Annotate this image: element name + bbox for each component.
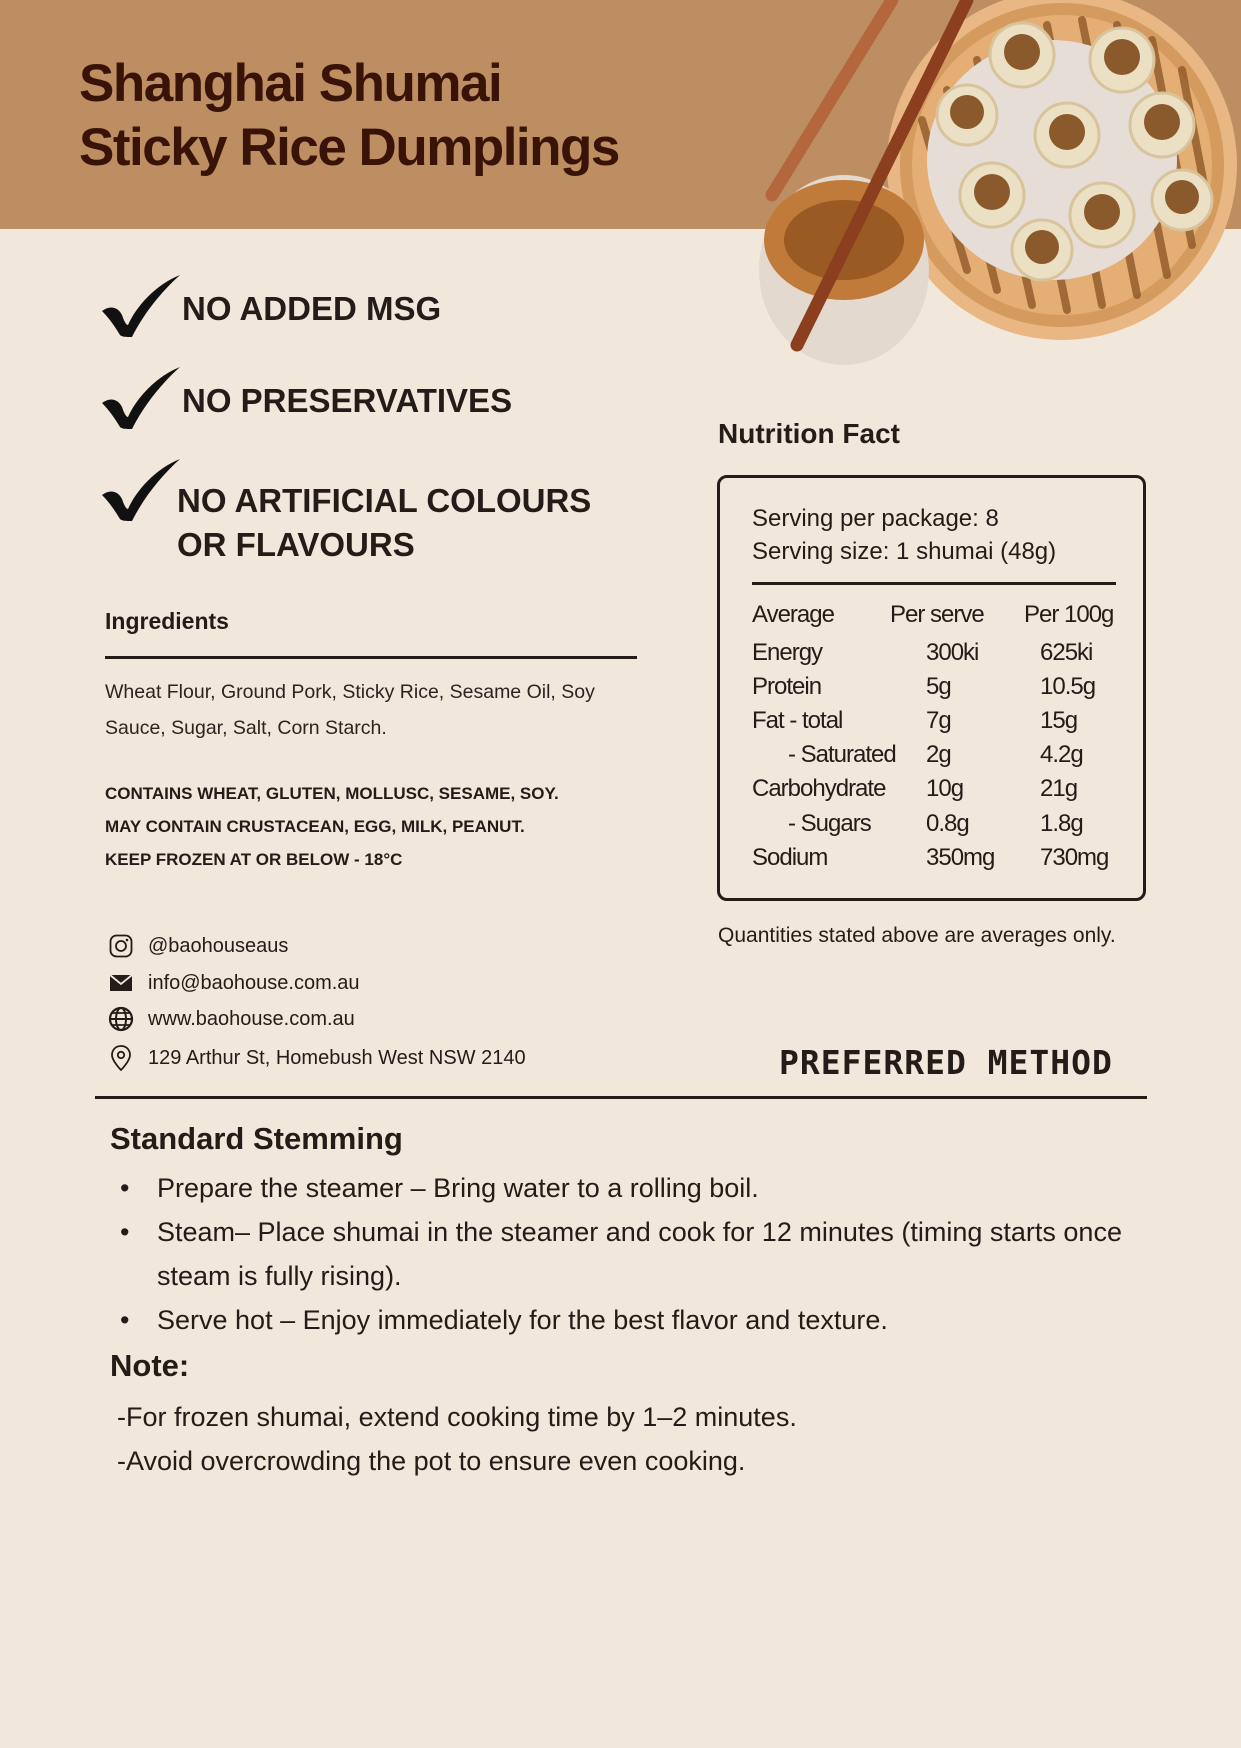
contact-instagram[interactable] <box>108 933 288 959</box>
method-step: • Prepare the steamer – Bring water to a rolling boil. <box>110 1166 1140 1210</box>
claim-no-added-msg <box>100 273 441 339</box>
per-serve-value: 0.8g <box>926 810 969 837</box>
nutrition-row <box>752 673 1132 707</box>
nutrient-name: Sodium <box>752 844 828 871</box>
check-icon <box>100 273 182 339</box>
serving-size: Serving size: 1 shumai (48g) <box>752 538 1057 565</box>
contact-website[interactable] <box>108 1006 355 1032</box>
nutrient-name: Energy <box>752 639 823 666</box>
method-steps <box>110 1166 1140 1342</box>
preferred-method-label: PREFERRED METHOD <box>779 1043 1113 1082</box>
per-serve-value: 7g <box>926 707 951 734</box>
nutrition-row <box>752 639 1132 673</box>
column-header: Average <box>752 601 834 628</box>
instagram-handle[interactable]: @baohouseaus <box>148 934 289 957</box>
warning-line: MAY CONTAIN CRUSTACEAN, EGG, MILK, PEANUT. <box>105 817 525 836</box>
nutrient-name: Fat - total <box>752 707 843 734</box>
warning-line: KEEP FROZEN AT OR BELOW - 18°C <box>105 850 403 869</box>
per-serve-value: 350mg <box>926 844 995 871</box>
ingredients-text: Wheat Flour, Ground Pork, Sticky Rice, Sesame Oil, Soy Sauce, Sugar, Salt, Corn Starch. <box>105 681 595 739</box>
claim-no-artificial <box>100 457 591 567</box>
divider <box>105 656 637 659</box>
per-serve-value: 10g <box>926 775 964 802</box>
nutrient-name: Carbohydrate <box>752 775 886 802</box>
product-title <box>79 52 619 180</box>
nutrition-header-row <box>752 601 1132 635</box>
check-icon <box>100 457 182 523</box>
website-url[interactable]: www.baohouse.com.au <box>148 1007 355 1030</box>
claim-text: NO PRESERVATIVES <box>182 382 513 419</box>
per-100g-value: 15g <box>1040 707 1078 734</box>
per-serve-value: 300ki <box>926 639 979 666</box>
serving-per-package: Serving per package: 8 <box>752 505 999 532</box>
per-100g-value: 1.8g <box>1040 810 1083 837</box>
check-icon <box>100 365 182 431</box>
serving-info <box>752 502 1056 568</box>
note-line: -Avoid overcrowding the pot to ensure even cooking. <box>117 1446 746 1476</box>
contact-email[interactable] <box>108 970 360 996</box>
instagram-icon <box>108 933 134 959</box>
notes <box>117 1395 797 1483</box>
nutrient-name: - Sugars <box>788 810 871 837</box>
per-100g-value: 4.2g <box>1040 741 1083 768</box>
method-heading: Standard Stemming <box>110 1121 403 1156</box>
per-100g-value: 21g <box>1040 775 1078 802</box>
note-line: -For frozen shumai, extend cooking time by 1–2 minutes. <box>117 1402 797 1432</box>
divider <box>752 582 1116 585</box>
column-header: Per 100g <box>1024 601 1114 628</box>
claim-text-line2: OR FLAVOURS <box>177 526 415 563</box>
note-heading: Note: <box>110 1348 190 1383</box>
nutrition-panel <box>717 475 1146 901</box>
ingredients-heading: Ingredients <box>105 608 229 634</box>
warning-line: CONTAINS WHEAT, GLUTEN, MOLLUSC, SESAME, SOY. <box>105 784 559 803</box>
nutrition-row <box>752 707 1132 741</box>
per-100g-value: 10.5g <box>1040 673 1096 700</box>
claim-no-preservatives <box>100 365 512 431</box>
email-address[interactable]: info@baohouse.com.au <box>148 971 360 994</box>
title-line-1: Shanghai Shumai <box>79 54 502 113</box>
nutrition-row <box>752 810 1132 844</box>
address-text: 129 Arthur St, Homebush West NSW 2140 <box>148 1046 526 1069</box>
nutrition-row <box>752 844 1132 878</box>
nutrition-row <box>752 775 1132 809</box>
claim-text: NO ADDED MSG <box>182 290 442 327</box>
nutrition-heading: Nutrition Fact <box>718 418 900 449</box>
per-serve-value: 5g <box>926 673 951 700</box>
divider <box>95 1096 1147 1099</box>
per-serve-value: 2g <box>926 741 951 768</box>
allergen-warnings <box>105 777 559 876</box>
shumai-steamer-image <box>752 0 1241 375</box>
nutrition-footnote: Quantities stated above are averages only. <box>718 924 1116 947</box>
contact-address <box>108 1045 526 1071</box>
column-header: Per serve <box>890 601 984 628</box>
method-step: • Steam– Place shumai in the steamer and cook for 12 minutes (timing starts once steam is fully rising). <box>110 1210 1140 1298</box>
globe-icon <box>108 1006 134 1032</box>
method-step: • Serve hot – Enjoy immediately for the best flavor and texture. <box>110 1298 1140 1342</box>
per-100g-value: 730mg <box>1040 844 1109 871</box>
title-line-2: Sticky Rice Dumplings <box>79 118 619 177</box>
email-icon <box>108 970 134 996</box>
location-pin-icon <box>108 1045 134 1071</box>
nutrient-name: - Saturated <box>788 741 896 768</box>
claim-text: NO ARTIFICIAL COLOURS <box>177 482 592 519</box>
nutrient-name: Protein <box>752 673 822 700</box>
nutrition-row <box>752 741 1132 775</box>
per-100g-value: 625ki <box>1040 639 1093 666</box>
